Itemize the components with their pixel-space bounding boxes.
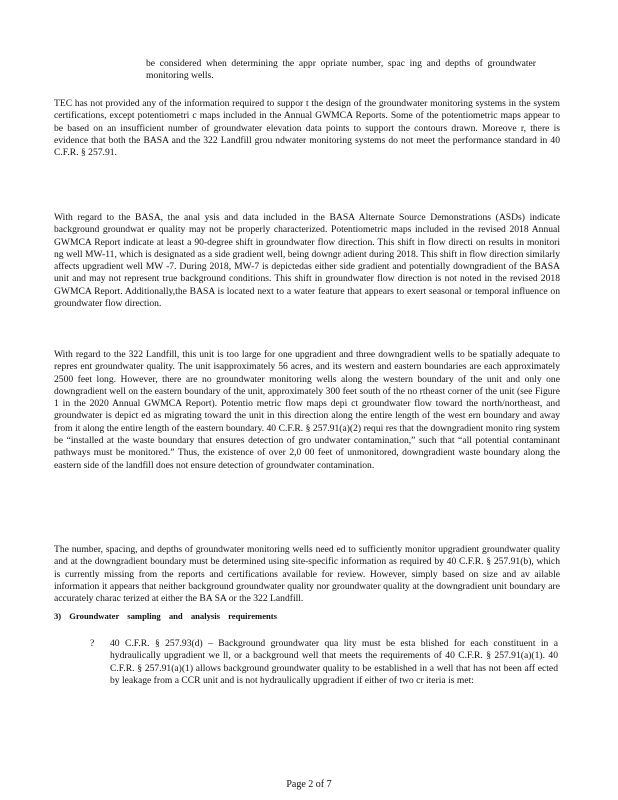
bullet-text: 40 C.F.R. § 257.93(d) – Background groundwater qua lity must be esta blished for each constituent in a hydraulically upgradient we ll, or a background well that meets the requirements of 40 C.F.R. § 257.91(a)(1). 40 C.F.R. § 257.91(a)(1) allows background groundwater quality to be established in a well that has not been aff ected by leakage from a CCR unit and is not hydraulically upgradient if either of two cr iteria is met: (110, 638, 558, 686)
landfill-paragraph: With regard to the 322 Landfill, this unit is too large for one upgradient and three downgradient wells to be spatially adequate to repres ent groundwater quality. The unit isapproximately 56 acres, and its western and eastern boundaries are each approximately 2500 feet long. However, there are no groundwater monitoring wells along the western boundary of the unit and only one downgradient well on the eastern boundary of the unit, approximately 300 feet south of the no rtheast corner of the unit (see Figure 1 in the 2020 Annual GWMCA Report). Potentio metric flow maps depi ct groundwater flow toward the north/northeast, and groundwater is depict ed as migrating toward the unit in this direction along the entire length of the west ern boundary and away from it along the entire length of the eastern boundary. 40 C.F.R. § 257.91(a)(2) requi res that the downgradient monito ring system be “installed at the waste boundary that ensures detection of gro undwater contamination,” such that “all potential contaminant pathways must be monitored.” Thus, the existence of over 2,0 00 feet of unmonitored, downgradient waste boundary along the eastern side of the landfill does not ensure detection of groundwater contamination. (54, 349, 560, 471)
page-number: Page 2 of 7 (286, 779, 332, 790)
section-heading: 3) Groundwater sampling and analysis requirements (54, 611, 277, 621)
spacing-paragraph: The number, spacing, and depths of groundwater monitoring wells need ed to sufficiently monitor upgradient groundwater quality and at the downgradient boundary must be determined using site-specific information as required by 40 C.F.R. § 257.91(b), which is currently missing from the reports and certifications available for review. However, simply based on size and av ailable information it appears that neither background groundwater quality nor groundwater quality at the downgradient unit boundary are accurately charac terized at either the BA SA or the 322 Landfill. (54, 544, 560, 605)
tec-paragraph: TEC has not provided any of the information required to suppor t the design of the groundwater monitoring systems in the system certifications, except potentiometri c maps included in the Annual GWMCA Reports. Some of the potentiometric maps appear to be based on an insufficient number of groundwater elevation data points to support the contours drawn. Moreove r, there is evidence that both the BASA and the 322 Landfill grou ndwater monitoring systems do not meet the performance standard in 40 C.F.R. § 257.91. (54, 98, 560, 159)
bullet-marker-icon: ? (90, 638, 95, 649)
basa-paragraph: With regard to the BASA, the anal ysis and data included in the BASA Alternate Source Demonstrations (ASDs) indicate background groundwat er quality may not be properly characterized. Potentiometric maps included in the revised 2018 Annual GWMCA Report indicate at least a 90-degree shift in groundwater flow direction. This shift in flow directi on results in monitori ng well MW-11, which is designated as a side gradient well, being downgr adient during 2018. This shift in flow direction similarly affects upgradient well MW -7. During 2018, MW-7 is depictedas either side gradient and potentially downgradient of the BASA unit and may not represent true background conditions. This shift in groundwater flow direction is not noted in the revised 2018 GWMCA Report. Additionally,the BASA is located next to a water feature that appears to exert seasonal or temporal influence on groundwater flow direction. (54, 212, 560, 310)
intro-continuation-paragraph: be considered when determining the appr opriate number, spac ing and depths of groundwater monitoring wells. (146, 58, 536, 82)
